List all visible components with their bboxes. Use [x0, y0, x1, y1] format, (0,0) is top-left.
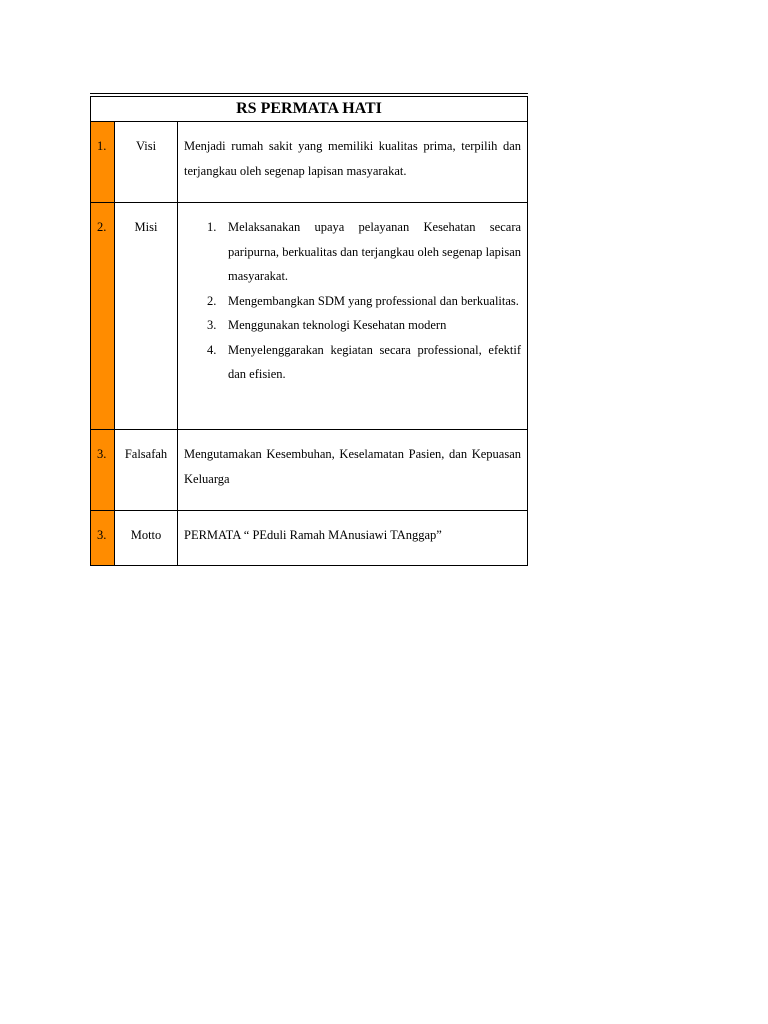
title-row	[91, 95, 528, 122]
list-item-text: Melaksanakan upaya pelayanan Kesehatan secara paripurna, berkualitas dan terjangkau oleh segenap lapisan masyarakat.	[228, 220, 522, 283]
row-label: Misi	[115, 203, 178, 430]
motto-text: PERMATA “ PEduli Ramah MAnusiawi TAnggap”	[184, 528, 442, 542]
falsafah-content	[178, 430, 528, 511]
list-item-number: 4.	[207, 342, 217, 357]
list-item	[184, 338, 521, 387]
mission-list	[184, 215, 521, 387]
list-item	[184, 289, 521, 314]
list-item-number: 3.	[207, 318, 217, 332]
row-label: Visi	[115, 122, 178, 203]
list-item-number: 2.	[207, 293, 217, 308]
row-label: Motto	[115, 511, 178, 566]
table-title: RS PERMATA HATI	[91, 95, 528, 122]
list-item-number: 1.	[207, 220, 217, 234]
misi-content	[178, 203, 528, 430]
visi-text: Menjadi rumah sakit yang memiliki kualitas prima, terpilih dan terjangkau oleh segenap lapisan masyarakat.	[184, 139, 522, 178]
row-label: Falsafah	[115, 430, 178, 511]
row-number: 3.	[91, 430, 115, 511]
row-number: 1.	[91, 122, 115, 203]
falsafah-text: Mengutamakan Kesembuhan, Keselamatan Pasien, dan Kepuasan Keluarga	[184, 447, 522, 486]
table-row-falsafah	[91, 430, 528, 511]
profile-table	[90, 93, 528, 566]
list-item	[184, 313, 521, 338]
list-item-text: Menggunakan teknologi Kesehatan modern	[228, 318, 447, 332]
table-row-motto	[91, 511, 528, 566]
visi-content	[178, 122, 528, 203]
table-row-visi	[91, 122, 528, 203]
table-row-misi	[91, 203, 528, 430]
row-number: 3.	[91, 511, 115, 566]
motto-content	[178, 511, 528, 566]
list-item-text: Mengembangkan SDM yang professional dan berkualitas.	[228, 293, 519, 308]
list-item-text: Menyelenggarakan kegiatan secara professional, efektif dan efisien.	[228, 342, 522, 381]
row-number: 2.	[91, 203, 115, 430]
list-item	[184, 215, 521, 289]
